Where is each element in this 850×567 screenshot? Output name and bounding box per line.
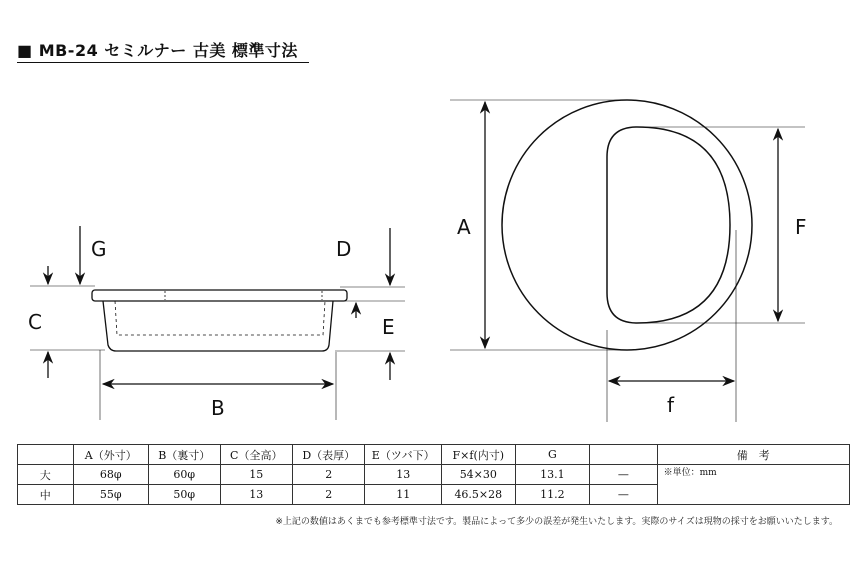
- cell-b: 50φ: [149, 485, 221, 505]
- cell-e: 11: [365, 485, 441, 505]
- label-g: G: [91, 237, 107, 261]
- label-b: B: [211, 396, 225, 420]
- header-cell: 備 考: [657, 445, 849, 465]
- label-f: f: [667, 393, 675, 417]
- header-cell: C（全高）: [220, 445, 292, 465]
- outer-circle: [502, 100, 752, 350]
- cell-c: 13: [220, 485, 292, 505]
- header-cell: A（外寸）: [73, 445, 148, 465]
- label-c: C: [28, 310, 42, 334]
- cell-e: 13: [365, 465, 441, 485]
- cell-blank: —: [590, 485, 657, 505]
- cell-c: 15: [220, 465, 292, 485]
- label-e: E: [382, 315, 395, 339]
- top-view: [502, 100, 752, 350]
- header-cell: F×f(内寸): [441, 445, 515, 465]
- note-cell: ※単位：mm: [657, 465, 849, 505]
- cell-b: 60φ: [149, 465, 221, 485]
- page-title: ■ MB-24 セミルナー 古美 標準寸法: [17, 41, 298, 60]
- inner-d-opening: [607, 127, 730, 323]
- header-cell: [18, 445, 74, 465]
- cell-d: 2: [293, 485, 365, 505]
- cell-a: 55φ: [73, 485, 148, 505]
- size-cell: 中: [18, 485, 74, 505]
- label-d: D: [336, 237, 352, 261]
- flange: [92, 290, 347, 301]
- cell-a: 68φ: [73, 465, 148, 485]
- header-cell: D（表厚）: [293, 445, 365, 465]
- side-profile: [92, 290, 347, 351]
- header-cell: B（裏寸）: [149, 445, 221, 465]
- spec-table: [17, 444, 850, 505]
- cell-g: 11.2: [515, 485, 590, 505]
- label-a: A: [457, 215, 471, 239]
- header-cell: E（ツバ下）: [365, 445, 441, 465]
- label-F: F: [795, 215, 807, 239]
- cell-d: 2: [293, 465, 365, 485]
- body: [103, 301, 333, 351]
- header-cell: [590, 445, 657, 465]
- size-cell: 大: [18, 465, 74, 485]
- table-header-row: [18, 445, 850, 465]
- cell-blank: —: [590, 465, 657, 485]
- cell-g: 13.1: [515, 465, 590, 485]
- cell-ff: 46.5×28: [441, 485, 515, 505]
- cell-ff: 54×30: [441, 465, 515, 485]
- footnote: ※上記の数値はあくまでも参考標準寸法です。製品によって多少の誤差が発生いたします。実際のサイズは現物の採寸をお願いいたします。: [275, 517, 838, 527]
- table-row: [18, 465, 850, 485]
- header-cell: G: [515, 445, 590, 465]
- inner-dashed: [115, 301, 325, 335]
